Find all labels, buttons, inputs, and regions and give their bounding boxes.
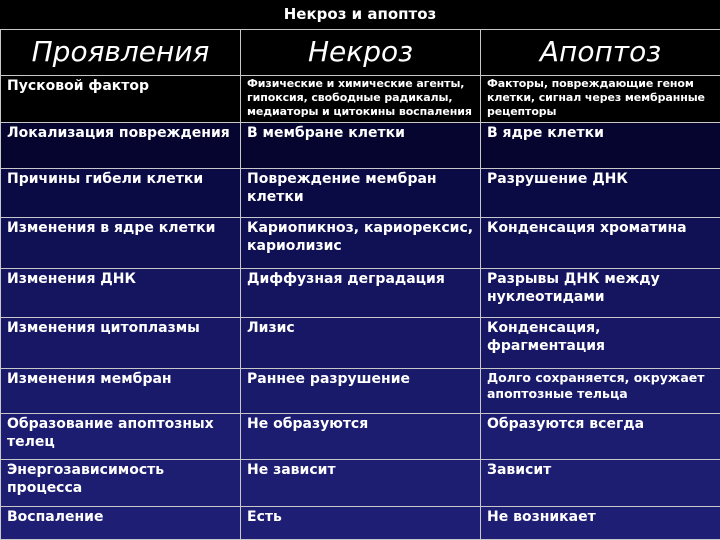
row-label: Энергозависимость процесса bbox=[1, 460, 241, 507]
necrosis-apoptosis-table bbox=[0, 29, 720, 540]
row-label: Локализация повреждения bbox=[1, 123, 241, 169]
apoptosis-cell: Факторы, повреждающие геном клетки, сигнал через мембранные рецепторы bbox=[481, 76, 720, 123]
apoptosis-cell: Конденсация хроматина bbox=[481, 218, 720, 269]
necrosis-cell: Не образуются bbox=[241, 414, 481, 460]
necrosis-cell: Физические и химические агенты, гипоксия, свободные радикалы, медиаторы и цитокины воспаления bbox=[241, 76, 481, 123]
apoptosis-cell: Разрывы ДНК между нуклеотидами bbox=[481, 269, 720, 318]
necrosis-cell: Повреждение мембран клетки bbox=[241, 168, 481, 217]
table-row bbox=[1, 123, 720, 169]
row-label: Изменения цитоплазмы bbox=[1, 318, 241, 369]
table-row bbox=[1, 168, 720, 217]
necrosis-cell: Лизис bbox=[241, 318, 481, 369]
necrosis-cell: Есть bbox=[241, 507, 481, 540]
apoptosis-cell: Конденсация, фрагментация bbox=[481, 318, 720, 369]
apoptosis-cell: Образуются всегда bbox=[481, 414, 720, 460]
necrosis-cell: Кариопикноз, кариорексис, кариолизис bbox=[241, 218, 481, 269]
apoptosis-cell: Зависит bbox=[481, 460, 720, 507]
table-row bbox=[1, 218, 720, 269]
table-row bbox=[1, 414, 720, 460]
row-label: Изменения в ядре клетки bbox=[1, 218, 241, 269]
apoptosis-cell: Разрушение ДНК bbox=[481, 168, 720, 217]
header-row bbox=[1, 30, 720, 76]
row-label: Образование апоптозных телец bbox=[1, 414, 241, 460]
apoptosis-cell: Долго сохраняется, окружает апоптозные тельца bbox=[481, 369, 720, 414]
necrosis-cell: Раннее разрушение bbox=[241, 369, 481, 414]
header-apoptosis: Апоптоз bbox=[481, 30, 720, 76]
necrosis-cell: Диффузная деградация bbox=[241, 269, 481, 318]
table-row bbox=[1, 369, 720, 414]
row-label: Изменения ДНК bbox=[1, 269, 241, 318]
table-row bbox=[1, 460, 720, 507]
table-row bbox=[1, 76, 720, 123]
header-manifestations: Проявления bbox=[1, 30, 241, 76]
row-label: Воспаление bbox=[1, 507, 241, 540]
row-label: Пусковой фактор bbox=[1, 76, 241, 123]
table-row bbox=[1, 318, 720, 369]
necrosis-cell: В мембране клетки bbox=[241, 123, 481, 169]
apoptosis-cell: Не возникает bbox=[481, 507, 720, 540]
header-necrosis: Некроз bbox=[241, 30, 481, 76]
table-row bbox=[1, 507, 720, 540]
table-row bbox=[1, 269, 720, 318]
row-label: Причины гибели клетки bbox=[1, 168, 241, 217]
slide-title: Некроз и апоптоз bbox=[283, 5, 437, 23]
row-label: Изменения мембран bbox=[1, 369, 241, 414]
apoptosis-cell: В ядре клетки bbox=[481, 123, 720, 169]
necrosis-cell: Не зависит bbox=[241, 460, 481, 507]
